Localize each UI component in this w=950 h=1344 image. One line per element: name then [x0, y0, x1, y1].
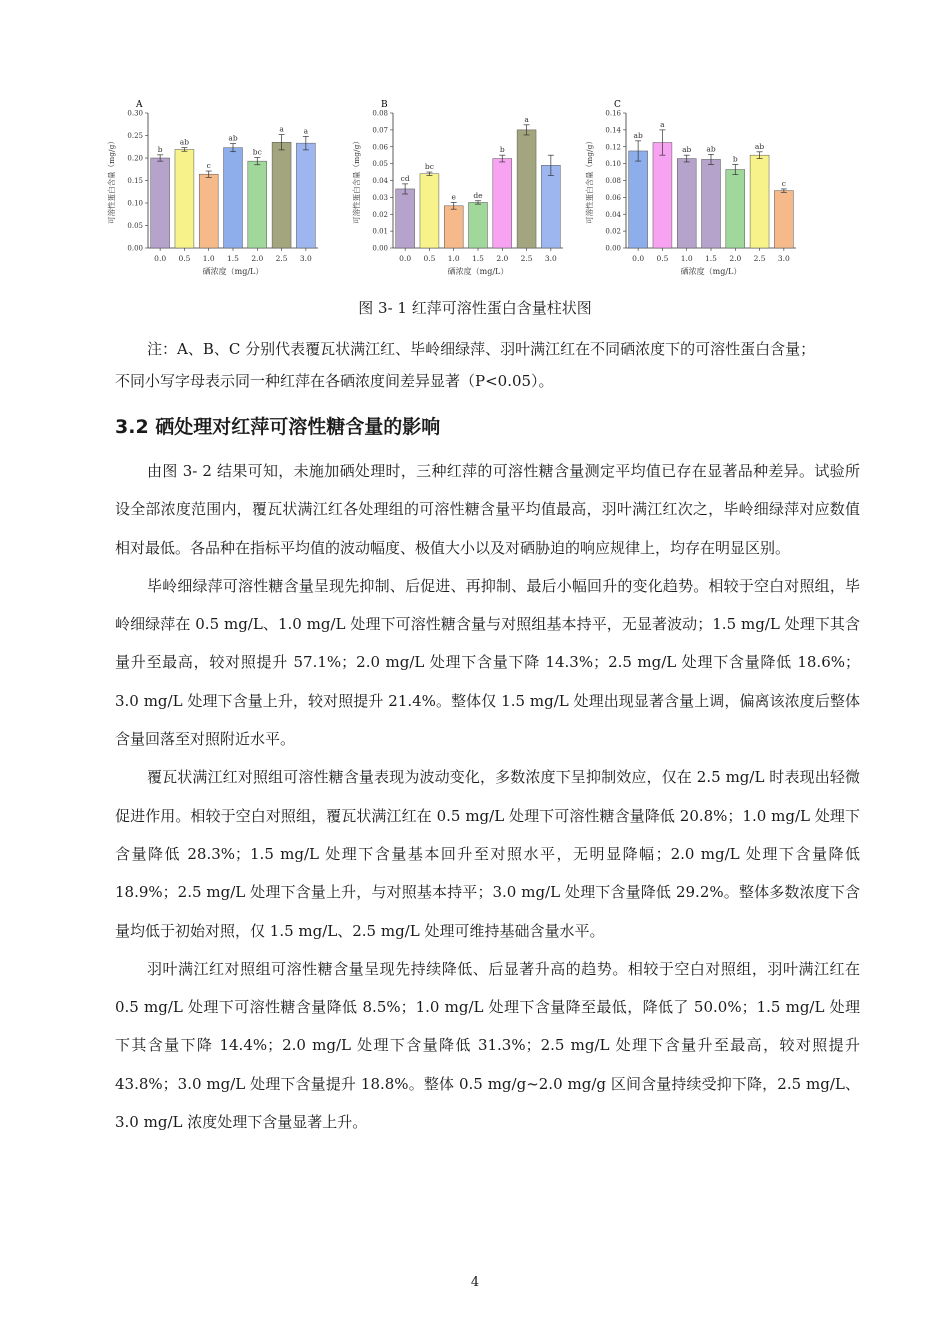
x-tick-label: 1.5: [705, 254, 717, 263]
x-tick-label: 2.5: [275, 254, 288, 263]
significance-letter: ab: [228, 133, 238, 143]
y-tick-label: 0.04: [605, 210, 621, 219]
figure-note-line-1: 注：A、B、C 分别代表覆瓦状满江红、毕岭细绿萍、羽叶满江红在不同硒浓度下的可溶性蛋白含量；: [147, 340, 816, 358]
y-tick-label: 0.02: [605, 227, 621, 236]
bar: [629, 151, 648, 248]
x-axis-label: 硒浓度（mg/L）: [447, 267, 509, 276]
significance-letter: b: [732, 154, 738, 164]
bar: [175, 149, 194, 248]
section-heading: 3.2 硒处理对红萍可溶性糖含量的影响: [115, 416, 441, 438]
bar: [199, 174, 218, 248]
bar: [469, 202, 488, 248]
significance-letter: ab: [179, 137, 190, 147]
bar: [151, 158, 170, 248]
paragraph-4: 羽叶满江红对照组可溶性糖含量呈现先持续降低、后显著升高的趋势。相较于空白对照组，羽叶满江红在 0.5 mg/L 处理下可溶性糖含量降低 8.5%；1.0 mg/L 处理下含量降至最低，降低了 50.0%；1.5 mg/L 处理下其含量下降 14.4%；2.0 mg/L 处理下含量降低 31.3%；2.5 mg/L 处理下含量升至最高，较对照提升 43.8%；3.0 mg/L 处理下含量提升 18.8%。整体 0.5 mg/g~2.0 mg/g 区间含量持续受抑下降，2.5 mg/L、3.0 mg/L 浓度处理下含量显著上升。: [115, 959, 860, 1132]
figure-note: [115, 333, 860, 397]
x-tick-label: 1.5: [227, 254, 239, 263]
significance-letter: ab: [633, 130, 643, 140]
x-tick-label: 0.5: [656, 254, 669, 263]
significance-letter: bc: [424, 162, 434, 172]
y-tick-label: 0.05: [127, 222, 143, 230]
chart-c-svg: [578, 95, 828, 295]
x-tick-label: 2.5: [520, 254, 533, 263]
y-axis-label: 可溶性蛋白含量（mg/g）: [352, 137, 361, 224]
bar: [726, 170, 745, 248]
significance-letter: a: [524, 114, 529, 124]
bar: [444, 206, 463, 248]
y-axis-label: 可溶性蛋白含量（mg/g）: [107, 137, 116, 224]
x-tick-label: 1.0: [680, 254, 693, 263]
bar: [493, 159, 512, 248]
y-tick-label: 0.03: [372, 193, 388, 202]
figure-3-1: [100, 95, 860, 295]
y-tick-label: 0.08: [605, 177, 621, 185]
x-axis-label: 硒浓度（mg/L）: [680, 267, 742, 276]
x-tick-label: 0.0: [154, 254, 167, 263]
chart-panel-c: [578, 95, 828, 295]
significance-letter: cd: [400, 173, 410, 183]
significance-letter: ab: [754, 141, 765, 151]
significance-letter: c: [781, 178, 786, 188]
x-tick-label: 0.0: [399, 254, 412, 263]
paragraph-1: 由图 3- 2 结果可知，未施加硒处理时，三种红萍的可溶性糖含量测定平均值已存在显著品种差异。试验所设全部浓度范围内，覆瓦状满江红各处理组的可溶性糖含量平均值最高，羽叶满江红次之，毕岭细绿萍对应数值相对最低。各品种在指标平均值的波动幅度、极值大小以及对硒胁迫的响应规律上，均存在明显区别。: [115, 462, 860, 557]
significance-letter: a: [279, 124, 284, 134]
significance-letter: bc: [252, 147, 262, 157]
y-tick-label: 0.15: [127, 177, 143, 185]
figure-caption: 图 3- 1 红萍可溶性蛋白含量柱状图: [358, 299, 592, 317]
page-number: 4: [470, 1275, 480, 1290]
bar: [677, 159, 696, 248]
x-tick-label: 3.0: [544, 254, 557, 263]
y-tick-label: 0.30: [127, 109, 143, 118]
significance-letter: b: [157, 144, 163, 154]
x-tick-label: 0.5: [178, 254, 191, 263]
x-tick-label: 0.0: [632, 254, 645, 263]
y-tick-label: 0.00: [605, 244, 621, 253]
section-body: [115, 452, 860, 1141]
bar: [224, 148, 243, 248]
bar: [750, 155, 769, 248]
significance-letter: a: [303, 126, 309, 136]
y-axis-label: 可溶性蛋白含量（mg/g）: [585, 137, 594, 224]
bar: [541, 165, 560, 248]
significance-letter: de: [473, 190, 483, 200]
y-tick-label: 0.05: [372, 160, 388, 169]
y-tick-label: 0.08: [372, 109, 388, 118]
panel-label: B: [381, 100, 388, 110]
chart-panel-a: [100, 95, 350, 295]
x-tick-label: 1.5: [472, 254, 484, 263]
panel-label: A: [136, 100, 143, 110]
bar: [702, 159, 721, 248]
paragraph-3: 覆瓦状满江红对照组可溶性糖含量表现为波动变化，多数浓度下呈抑制效应，仅在 2.5 mg/L 时表现出轻微促进作用。相较于空白对照组，覆瓦状满江红在 0.5 mg/L 处理下可溶性糖含量降低 20.8%；1.0 mg/L 处理下含量降低 28.3%；1.5 mg/L 处理下含量基本回升至对照水平，无明显降幅；2.0 mg/L 处理下含量降低 18.9%；2.5 mg/L 处理下含量上升，与对照基本持平；3.0 mg/L 处理下含量降低 29.2%。整体多数浓度下含量均低于初始对照，仅 1.5 mg/L、2.5 mg/L 处理可维持基础含量水平。: [115, 768, 860, 940]
x-tick-label: 1.0: [202, 254, 215, 263]
panel-label: C: [614, 100, 621, 110]
significance-letter: a: [660, 119, 665, 129]
y-tick-label: 0.02: [372, 210, 388, 219]
significance-letter: b: [499, 145, 505, 155]
chart-a-svg: [100, 95, 350, 295]
y-tick-label: 0.06: [372, 143, 388, 152]
x-tick-label: 0.5: [423, 254, 436, 263]
x-tick-label: 2.0: [729, 254, 742, 263]
chart-b-svg: [345, 95, 595, 295]
bar: [653, 143, 672, 248]
y-tick-label: 0.01: [372, 227, 388, 236]
bar: [774, 191, 793, 248]
x-tick-label: 3.0: [777, 254, 790, 263]
y-tick-label: 0.20: [127, 154, 143, 163]
y-tick-label: 0.25: [127, 132, 143, 140]
x-tick-label: 1.0: [447, 254, 460, 263]
y-tick-label: 0.14: [605, 126, 621, 135]
bar: [248, 161, 267, 248]
chart-panel-b: [345, 95, 595, 295]
significance-letter: c: [206, 161, 211, 171]
y-tick-label: 0.00: [127, 244, 143, 253]
significance-letter: ab: [706, 144, 716, 154]
x-tick-label: 3.0: [299, 254, 312, 263]
y-tick-label: 0.00: [372, 244, 388, 253]
y-tick-label: 0.12: [605, 143, 621, 152]
y-tick-label: 0.04: [372, 177, 388, 185]
y-tick-label: 0.10: [605, 160, 621, 169]
figure-note-line-2: 不同小写字母表示同一种红萍在各硒浓度间差异显著（P<0.05）。: [115, 372, 554, 390]
y-tick-label: 0.07: [372, 126, 388, 135]
y-tick-label: 0.10: [127, 199, 143, 208]
significance-letter: ab: [682, 145, 692, 155]
significance-letter: e: [451, 192, 456, 202]
x-tick-label: 2.5: [753, 254, 766, 263]
bar: [272, 142, 291, 248]
x-tick-label: 2.0: [251, 254, 264, 263]
y-tick-label: 0.16: [605, 109, 621, 118]
bar: [396, 189, 415, 248]
bar: [420, 174, 439, 248]
bar: [296, 143, 315, 248]
y-tick-label: 0.06: [605, 193, 621, 202]
x-axis-label: 硒浓度（mg/L）: [202, 267, 264, 276]
x-tick-label: 2.0: [496, 254, 509, 263]
paragraph-2: 毕岭细绿萍可溶性糖含量呈现先抑制、后促进、再抑制、最后小幅回升的变化趋势。相较于空白对照组，毕岭细绿萍在 0.5 mg/L、1.0 mg/L 处理下可溶性糖含量与对照组基本持平，无显著波动；1.5 mg/L 处理下其含量升至最高，较对照提升 57.1%；2.0 mg/L 处理下含量下降 14.3%；2.5 mg/L 处理下含量降低 18.6%；3.0 mg/L 处理下含量上升，较对照提升 21.4%。整体仅 1.5 mg/L 处理出现显著含量上调，偏离该浓度后整体含量回落至对照附近水平。: [115, 576, 860, 749]
bar: [517, 130, 536, 248]
